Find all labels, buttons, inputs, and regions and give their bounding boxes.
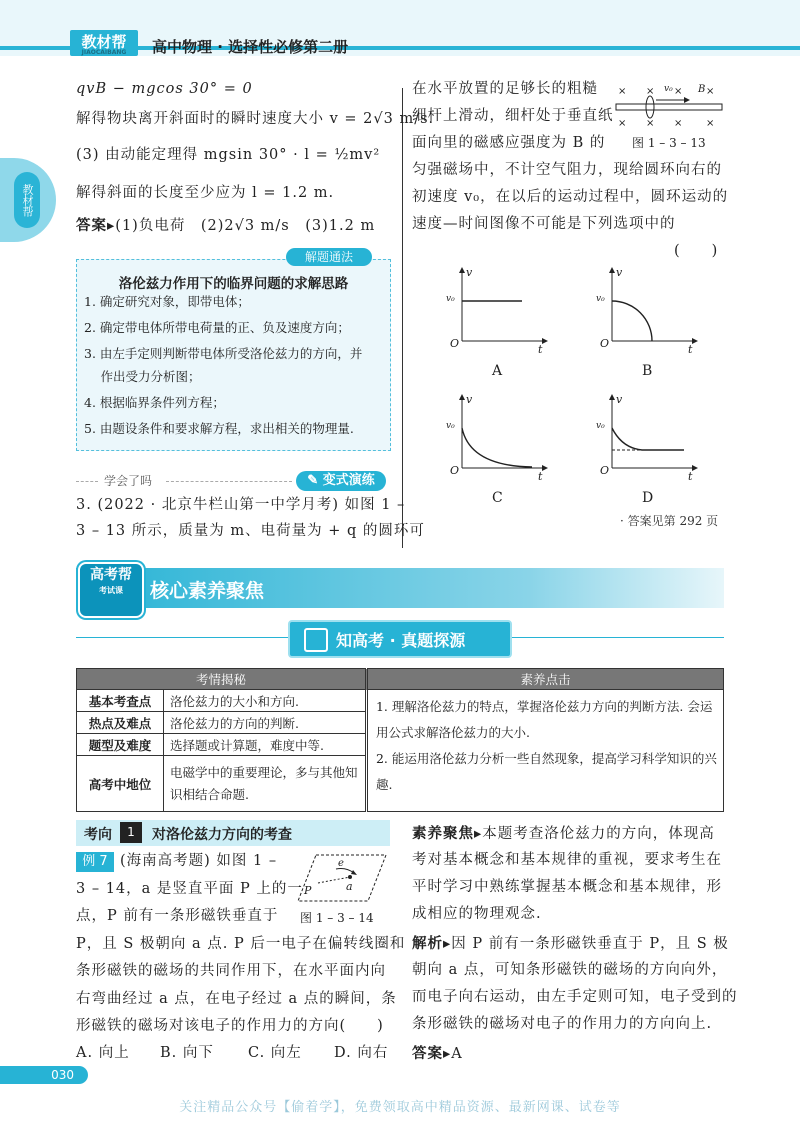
question-line: 细杆上滑动，细杆处于垂直纸 xyxy=(412,108,614,124)
v0-tick-label: v₀ xyxy=(446,294,455,304)
example-tag: 例 7 xyxy=(76,852,114,872)
v0-tick-label: v₀ xyxy=(596,421,605,431)
divider xyxy=(76,637,288,638)
figure-caption: 图 1 – 3 – 13 xyxy=(632,136,706,150)
graph-option-label: A xyxy=(492,363,503,379)
gaokaobang-tag: 高考帮 考试课 xyxy=(78,562,144,618)
table-value: 选择题或计算题，难度中等. xyxy=(164,734,367,756)
table-value: 洛伦兹力的方向的判断. xyxy=(164,712,367,734)
subsection-banner: 知高考 · 真题探源 xyxy=(288,620,512,658)
table-key: 题型及难度 xyxy=(77,734,164,756)
equation-line: qvB − mgcos 30° = 0 xyxy=(76,81,253,97)
method-title: 洛伦兹力作用下的临界问题的求解思路 xyxy=(118,276,349,292)
axis-v-label: v xyxy=(466,393,473,406)
book-title: 高中物理 · 选择性必修第二册 xyxy=(152,38,349,56)
origin-label: O xyxy=(450,337,460,350)
graph-option-label: C xyxy=(492,490,503,506)
question-line: 3. (2022 · 北京牛栏山第一中学月考) 如图 1 – xyxy=(76,497,406,513)
svg-text:×: × xyxy=(674,86,683,97)
a-label: a xyxy=(346,880,353,893)
learned-label: 学会了吗 xyxy=(104,474,153,488)
analysis-line: 条形磁铁的磁场对电子的作用力的方向向上. xyxy=(412,1016,713,1032)
method-item: 作出受力分析图； xyxy=(84,369,201,384)
origin-label: O xyxy=(450,464,460,477)
table-value: 洛伦兹力的大小和方向. xyxy=(164,690,367,712)
axis-v-label: v xyxy=(616,393,623,406)
answer-paren: ( ) xyxy=(674,243,719,259)
analysis-line: 而电子向右运动，由左手定则可知，电子受到的 xyxy=(412,989,738,1005)
svg-text:×: × xyxy=(618,86,627,97)
method-item: 4. 根据临界条件列方程； xyxy=(84,395,225,410)
figure-caption: 图 1 – 3 – 14 xyxy=(300,911,374,925)
example-line: (海南高考题) 如图 1 – xyxy=(120,853,278,869)
p-label: P xyxy=(304,884,312,897)
table-key: 基本考查点 xyxy=(77,690,164,712)
table-header: 考情揭秘 xyxy=(77,669,367,690)
exam-info-table xyxy=(76,668,724,812)
answer-reference: · 答案见第 292 页 xyxy=(620,514,719,528)
section-title: 核心素养聚焦 xyxy=(150,580,265,602)
method-item: 1. 确定研究对象，即带电体； xyxy=(84,294,250,309)
e-label: e xyxy=(338,858,344,869)
example-line: 3 – 14，a 是竖直平面 P 上的一 xyxy=(76,881,303,897)
focus-line: 平时学习中熟练掌握基本概念和基本规律，形 xyxy=(412,879,722,895)
practice-badge: ✎ 变式演练 xyxy=(296,471,386,491)
svg-text:×: × xyxy=(646,86,655,97)
footer-note: 关注精品公众号【偷着学】，免费领取高中精品资源、最新网课、试卷等 xyxy=(179,1100,621,1115)
svg-text:×: × xyxy=(618,118,627,129)
text-line: (3) 由动能定理得 mgsin 30° · l = ½mv² xyxy=(76,147,381,163)
axis-t-label: t xyxy=(538,343,543,356)
axis-v-label: v xyxy=(466,266,473,279)
origin-label: O xyxy=(600,464,610,477)
answer-line: 答案▸A xyxy=(412,1045,463,1062)
focus-line: 素养聚焦▸本题考查洛伦兹力的方向，体现高 xyxy=(412,825,715,842)
column-divider xyxy=(402,88,403,548)
list-icon: 1 xyxy=(120,822,142,843)
focus-line: 考对基本概念和基本规律的重视，要求考生在 xyxy=(412,852,722,868)
method-item: 5. 由题设条件和要求解方程，求出相关的物理量. xyxy=(84,421,354,436)
text-line: 解得斜面的长度至少应为 l = 1.2 m. xyxy=(76,185,335,201)
literacy-points: 1. 理解洛伦兹力的特点，掌握洛伦兹力方向的判断方法. 会运用公式求解洛伦兹力的大小. 2. 能运用洛伦兹力分析一些自然现象，提高学习科学知识的兴趣. xyxy=(366,690,723,812)
method-tag: 解题通法 xyxy=(286,248,372,266)
axis-v-label: v xyxy=(616,266,623,279)
origin-label: O xyxy=(600,337,610,350)
example-line: 右弯曲经过 a 点，在电子经过 a 点的瞬间，条 xyxy=(76,991,397,1007)
example-line: P，且 S 极朝向 a 点. P 后一电子在偏转线圈和 xyxy=(76,936,406,952)
option-c: C. 向左 xyxy=(248,1045,302,1061)
v0-tick-label: v₀ xyxy=(446,421,455,431)
v0-label: v₀ xyxy=(664,84,673,94)
divider xyxy=(76,481,98,482)
text-line: 解得物块离开斜面时的瞬时速度大小 v = 2√3 m/s. xyxy=(76,111,435,127)
axis-t-label: t xyxy=(538,470,543,483)
option-a: A. 向上 xyxy=(76,1045,130,1061)
table-key: 热点及难点 xyxy=(77,712,164,734)
table-header: 素养点击 xyxy=(366,669,723,690)
b-label: B xyxy=(698,84,706,95)
page-number: 030 xyxy=(0,1066,88,1084)
analysis-line: 解析▸因 P 前有一条形磁铁垂直于 P，且 S 极 xyxy=(412,935,729,952)
svg-text:×: × xyxy=(646,118,655,129)
answer-line: 答案▸(1)负电荷 (2)2√3 m/s (3)1.2 m xyxy=(76,217,376,234)
question-line: 初速度 v₀，在以后的运动过程中，圆环运动的 xyxy=(412,189,729,205)
question-line: 面向里的磁感应强度为 B 的 xyxy=(412,135,606,151)
option-b: B. 向下 xyxy=(160,1045,214,1061)
pencil-icon: ✎ xyxy=(307,473,323,488)
focus-line: 成相应的物理观念. xyxy=(412,906,542,922)
svg-text:×: × xyxy=(706,118,715,129)
question-line: 匀强磁场中，不计空气阻力，现给圆环向右的 xyxy=(412,162,722,178)
axis-t-label: t xyxy=(688,470,693,483)
table-value: 电磁学中的重要理论，多与其他知识相结合命题. xyxy=(164,756,367,812)
question-line: 在水平放置的足够长的粗糙 xyxy=(412,81,598,97)
axis-t-label: t xyxy=(688,343,693,356)
divider xyxy=(510,637,724,638)
side-tab: 教材帮 xyxy=(0,158,56,242)
method-item: 2. 确定带电体所带电荷量的正、负及速度方向； xyxy=(84,320,350,335)
book-icon xyxy=(304,628,328,652)
graph-option-label: D xyxy=(642,490,654,506)
analysis-line: 朝向 a 点，可知条形磁铁的磁场的方向向外， xyxy=(412,962,728,978)
question-line: 速度—时间图像不可能是下列选项中的 xyxy=(412,216,676,232)
v0-tick-label: v₀ xyxy=(596,294,605,304)
svg-text:×: × xyxy=(706,86,715,97)
topic-bar: 考向 1 对洛伦兹力方向的考查 xyxy=(76,820,390,846)
example-line: 条形磁铁的磁场的共同作用下，在水平面内向 xyxy=(76,963,386,979)
question-line: 3 – 13 所示，质量为 m、电荷量为 + q 的圆环可 xyxy=(76,523,425,539)
brand-logo: 教材帮 JIAOCAIBANG xyxy=(70,30,138,56)
table-key: 高考中地位 xyxy=(77,756,164,812)
graph-option-label: B xyxy=(642,363,653,379)
divider xyxy=(166,481,292,482)
example-line: 点，P 前有一条形磁铁垂直于 xyxy=(76,908,279,924)
option-d: D. 向右 xyxy=(334,1045,389,1061)
example-line: 形磁铁的磁场对该电子的作用力的方向( ) xyxy=(76,1018,384,1034)
method-item: 3. 由左手定则判断带电体所受洛伦兹力的方向，并 xyxy=(84,346,363,361)
svg-text:×: × xyxy=(674,118,683,129)
